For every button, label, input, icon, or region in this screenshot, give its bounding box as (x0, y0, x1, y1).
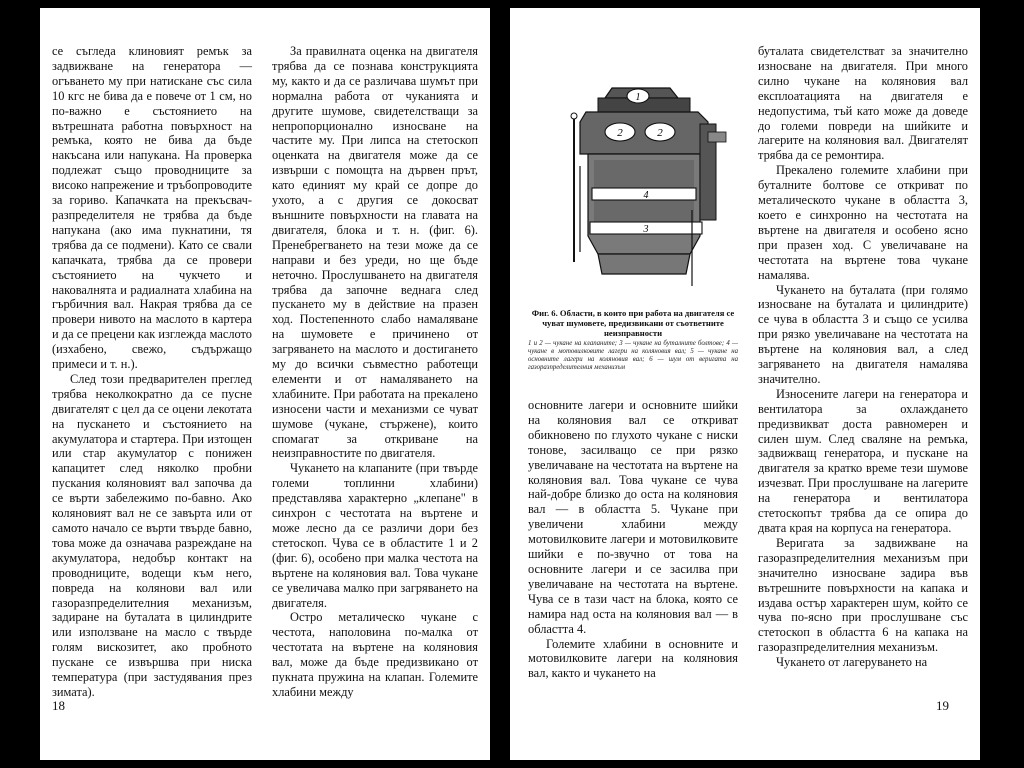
engine-figure (550, 76, 740, 286)
figure-legend: 1 и 2 — чукане на клапаните; 3 — чукане на буталните болтове; 4 — чукане в мотовилковите лагери на коляновия вал; 5 — чукане на основните лагери на коляновия вал; 6 — шум от веригата на газоразпределителния механизъм (528, 340, 738, 371)
page-number-right: 19 (936, 698, 949, 713)
area-label-4: 4 (643, 190, 649, 201)
right-page-column-1 (528, 398, 738, 681)
area-label-1: 1 (635, 92, 641, 103)
paragraph: Чукането на буталата (при голямо износване на буталата и цилиндрите) се чува в областта 3 и също се усилва при рязко увеличаване на честотата на въртене на коляновия вал, а след загряването на двигателя намалява значително. (758, 282, 968, 386)
paragraph: Остро металическо чукане с честота, наполовина по-малка от честотата на въртене на коляновия вал, може да бъде предизвикано от пукната пружина на клапан. Големите хлабини между (272, 610, 478, 699)
paragraph: Чукането на клапаните (при твърде големи топлинни хлабини) представлява характерно „клепане" в синхрон с честотата на въртене и може лесно да се различи дори без стетоскоп. Чува се в областите 1 и 2 (фиг. 6), особено при малка честота на въртене на коляновия вал. Това чукане се увеличава малко при загряването на двигателя. (272, 461, 478, 610)
right-page (510, 8, 980, 760)
paragraph: Веригата за задвижване на газоразпределителния механизъм при значително износване задира във вътрешните повърхности на капака и издава остър характерен шум, който се чува по-ясно при прослушване със стетоскоп в областта 6 на капака на газоразпределителния механизъм. (758, 535, 968, 655)
paragraph: Прекалено големите хлабини при буталните болтове се откриват по металическото чукане в областта 3, което е синхронно на честотата на въртене на двигателя и особено ясно при празен ход. С увеличаване на честотата на въртене това чукане намалява. (758, 163, 968, 282)
paragraph: Големите хлабини в основните и мотовилковите лагери на коляновия вал, както и чукането на (528, 636, 738, 681)
right-page-column-2 (758, 44, 968, 670)
paragraph: основните лагери и основните шийки на коляновия вал се откриват обикновено по глухото чукане с ниски тонове, засилващо се при рязко увеличаване на честотата на въртене на коляновия вал. Това чукане се чува най-добре близко до оста на коляновия вал — в областта 5. Чукане при увеличени хлабини между мотовилковите лагери и мотовилковите шийки е по-звучно от това на основните лагери и се засилва при увеличаване на честотата на въртене. Чува се в тази част на блока, която се намира над оста на коляновия вал — в областта 4. (528, 398, 738, 636)
paragraph: се съгледа клиновият ремък за задвижване на генератора — огъването му при натискане със сила 10 кгс не бива да е повече от 1 см, но по-важно е състоянието на вътрешната работна повърхност на ремъка, която не бива да бъде накъсана или напукана. На проверка подлежат също проводниците за високо напрежение и тръбопроводите за гориво. Капачката на прекъсвач-разпределителя не трябва да бъде напукана (ако има пукнатини, тя трябва да се подмени). Като се свали капачката, трябва да се провери състоянието на чукчето и наковалнята и радиалната хлабина на гърбичния вал. Накрая трябва да се провери нивото на маслото в картера и да се прецени как изглежда маслото (изхабено, свежо, съдържащо примеси и т. н.). (52, 44, 252, 372)
paragraph: За правилната оценка на двигателя трябва да се познава конструкцията му, както и да се различава шумът при нормална работа от чуканията и другите шумове, свидетелстващи за непропорционално износване на частите му. При липса на стетоскоп оценката на двигателя може да се извърши с помощта на дървен прът, като единият му край се допре до ухото, а с другия се докосват външните повърхности на главата на двигателя, блока и т. н. (фиг. 6). Пренебрегването на тези може да се направи и без уреди, но ще бъде неточно. Прослушването на двигателя трябва да започне веднага след пускането му в действие на празен ход. Постепенното слабо намаляване на шумовете е причинено от загряването на маслото и достигането му до всички съвместно работещи елементи и от намаляването на хлабините. При работата на прекалено износени части и механизми се чуват шумове (чукане, стържене), които спомагат за откриване на неизправностите по двигателя. (272, 44, 478, 461)
area-label-3: 3 (643, 224, 649, 235)
left-page (40, 8, 490, 760)
paragraph: буталата свидетелстват за значително износване на двигателя. При много силно чукане на коляновия вал експлоатацията на двигателя е недопустима, тъй като може да доведе до големи повреди на шийките и лагерите на коляновия вал. Двигателят трябва да се ремонтира. (758, 44, 968, 163)
area-label-2b: 2 (657, 127, 663, 139)
page-number-left: 18 (52, 698, 65, 713)
left-page-column-1 (52, 44, 252, 700)
paragraph: След този предварителен преглед трябва неколкократно да се пусне двигателят с цел да се оцени лекотата на пускането и състоянието на акумулатора и стартера. При изтощен или стар акумулатор с понижен капацитет след няколко пробни пускания коляновият вал започва да се върти забележимо по-бавно. Ако коляновият вал не се завърта или от самото начало се върти твърде бавно, това може да означава разреждане на акумулатора, недобър контакт на проводниците, водещи към него, повреда на колянови вал или газоразпределителния механизъм, задиране на буталата в цилиндрите или използване на масло с твърде голям вискозитет, ако пробното пускане се извършва при ниска температура (при застудявания през зимата). (52, 371, 252, 699)
figure-title: Фиг. 6. Области, в които при работа на двигателя се чуват шумовете, предизвикани от съответните неизправности (531, 308, 735, 338)
figure-caption (528, 308, 738, 338)
area-label-2a: 2 (617, 127, 623, 139)
left-page-column-2 (272, 44, 478, 700)
paragraph: Чукането от лагеруването на (776, 655, 928, 670)
paragraph: Износените лагери на генератора и вентилатора за охлаждането предизвикват доста равномерен и силен шум. След сваляне на ремъка, задвижващ генератора, и пускане на двигателя за кратко време тези шумове изчезват. При прослушване на лагерите на генератора и вентилатора стетоскопът трябва да се опира до двата края на корпуса на генератора. (758, 386, 968, 535)
